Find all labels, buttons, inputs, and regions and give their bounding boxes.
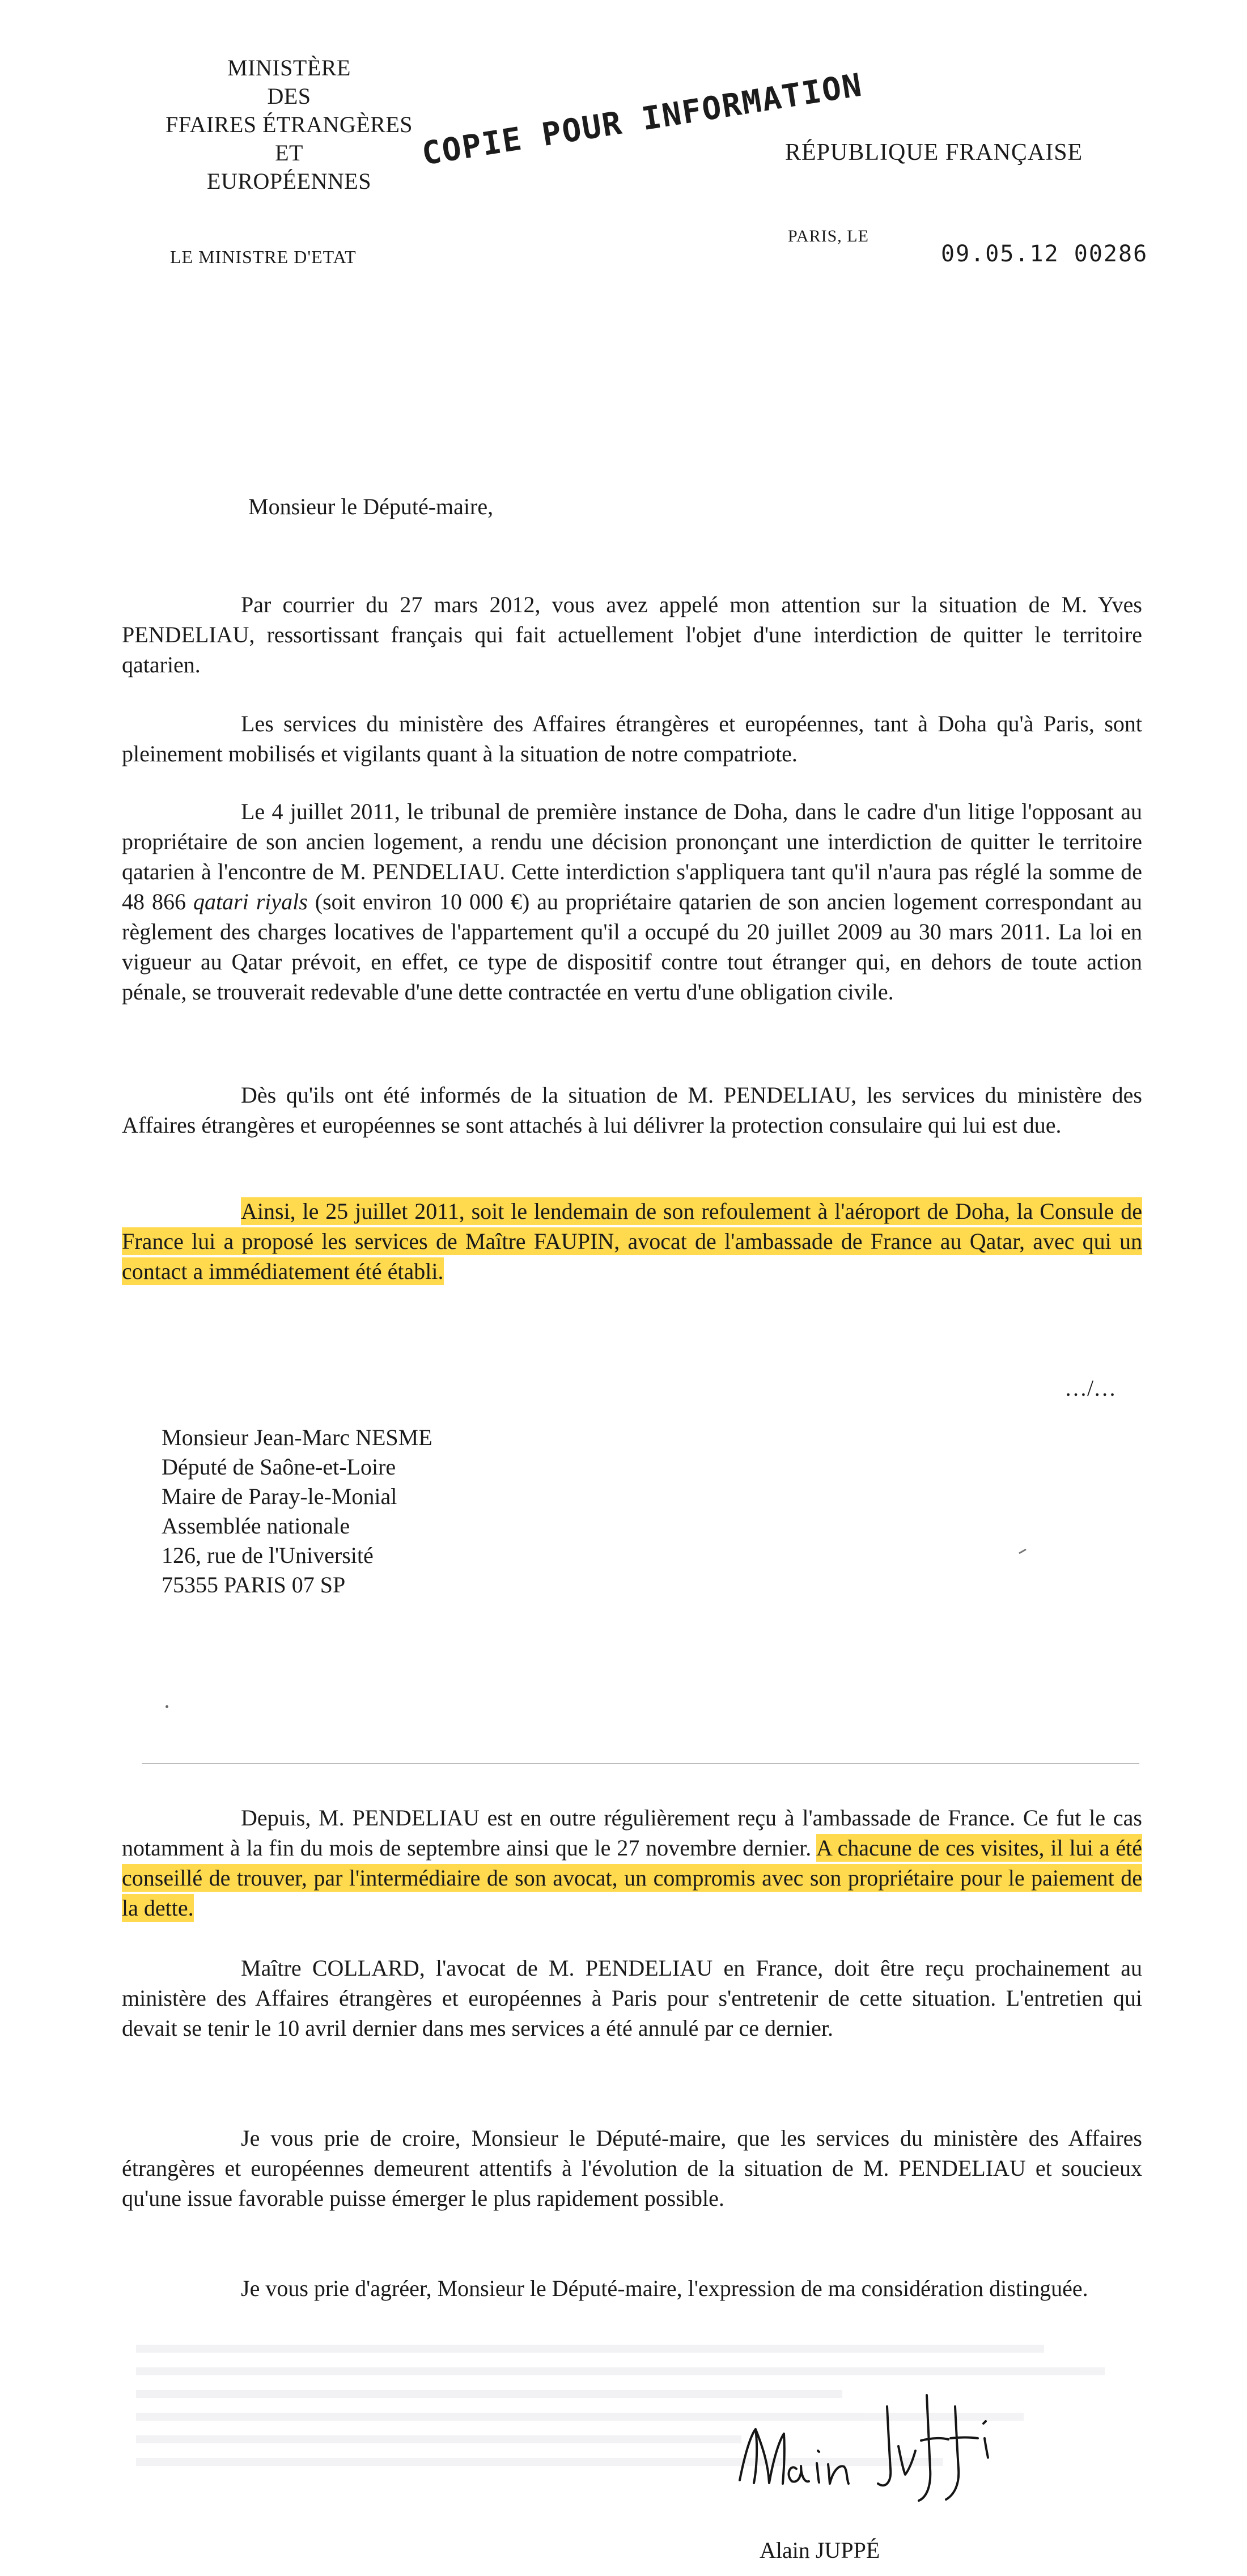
address-line: Assemblée nationale — [162, 1513, 350, 1539]
paragraph-2 — [122, 709, 1142, 769]
paragraph-9 — [122, 2273, 1142, 2303]
address-line: Député de Saône-et-Loire — [162, 1454, 396, 1480]
paragraph-text: Je vous prie de croire, Monsieur le Député-maire, que les services du ministère des Affaires étrangères et européennes demeurent attentifs à l'évolution de la situation de M. PENDELIAU et soucieux qu'une issue favorable puisse émerger le plus rapidement possible. — [122, 2125, 1142, 2211]
paragraph-text: Depuis, M. PENDELIAU est en outre régulièrement reçu à l'ambassade de France. Ce fut le cas notamment à la fin du mois de septembre ainsi que le 27 novembre dernier. — [122, 1805, 1142, 1861]
paragraph-text: (soit environ 10 000 €) au propriétaire qatarien de son ancien logement correspondant au règlement des charges locatives de l'appartement qu'il a occupé du 20 juillet 2009 au 30 mars 2011. La loi en vigueur au Qatar prévoit, en effet, ce type de dispositif contre tout étranger qui, en dehors de toute action pénale, se trouverait redevable d'une dette contractée en vertu d'une obligation civile. — [122, 889, 1142, 1005]
address-line: 75355 PARIS 07 SP — [162, 1572, 346, 1598]
paragraph-text: Les services du ministère des Affaires étrangères et européennes, tant à Doha qu'à Paris, sont pleinement mobilisés et vigilants quant à la situation de notre compatriote. — [122, 711, 1142, 766]
currency-term: qatari riyals — [193, 889, 308, 914]
letterhead-line: FFAIRES ÉTRANGÈRES — [165, 112, 413, 137]
recipient-address — [162, 1423, 432, 1600]
letterhead-line: ET — [275, 140, 303, 166]
continuation-mark: …/… — [1064, 1375, 1117, 1401]
address-line: Monsieur Jean-Marc NESME — [162, 1425, 432, 1450]
handwritten-signature — [728, 2384, 1000, 2514]
address-line: 126, rue de l'Université — [162, 1543, 374, 1568]
paragraph-4 — [122, 1080, 1142, 1140]
paragraph-text: Je vous prie d'agréer, Monsieur le Député-maire, l'expression de ma considération distinguée. — [241, 2276, 1088, 2301]
highlighted-text: A chacune de ces visites, il lui a été conseillé de trouver, par l'intermédiaire de son avocat, un compromis avec son propriétaire pour le paiement de la dette. — [122, 1835, 1143, 1921]
paragraph-8 — [122, 2123, 1142, 2213]
signatory-name: Alain JUPPÉ — [760, 2537, 880, 2563]
minister-title: LE MINISTRE D'ETAT — [170, 247, 357, 267]
paragraph-text: Par courrier du 27 mars 2012, vous avez appelé mon attention sur la situation de M. Yves PENDELIAU, ressortissant français qui fait actuellement l'objet d'une interdiction de quitter le territoire qatarien. — [122, 592, 1142, 677]
salutation: Monsieur le Député-maire, — [248, 494, 494, 519]
date-reference: 09.05.12 00286 — [941, 241, 1148, 267]
stray-dot — [166, 1705, 168, 1708]
republic-heading: RÉPUBLIQUE FRANÇAISE — [785, 139, 1083, 166]
letterhead-line: MINISTÈRE — [227, 55, 351, 80]
paragraph-7 — [122, 1953, 1142, 2043]
letterhead-line: EUROPÉENNES — [207, 168, 371, 194]
address-line: Maire de Paray-le-Monial — [162, 1484, 397, 1509]
highlighted-text: Ainsi, le 25 juillet 2011, soit le lendemain de son refoulement à l'aéroport de Doha, la Consule de France lui a proposé les services de Maître FAUPIN, avocat de l'ambassade de France au Qatar, avec qui un contact a immédiatement été établi. — [122, 1198, 1142, 1284]
stray-mark — [1019, 1549, 1027, 1554]
letterhead-line: DES — [267, 83, 311, 109]
paragraph-text: Dès qu'ils ont été informés de la situation de M. PENDELIAU, les services du ministère des Affaires étrangères et européennes se sont attachés à lui délivrer la protection consulaire qui lui est due. — [122, 1082, 1142, 1138]
paragraph-1 — [122, 590, 1142, 680]
paragraph-6 — [122, 1803, 1142, 1923]
page-divider — [142, 1763, 1139, 1764]
paragraph-5 — [122, 1196, 1142, 1286]
paragraph-text: Le 4 juillet 2011, le tribunal de première instance de Doha, dans le cadre d'un litige l'opposant au propriétaire de son ancien logement, a rendu une décision prononçant une interdiction de quitter le territoire qatarien à l'encontre de M. PENDELIAU. Cette interdiction s'appliquera tant qu'il n'aura pas réglé la somme de 48 866 — [122, 799, 1142, 914]
place-label: PARIS, LE — [788, 227, 869, 245]
copy-stamp: COPIE POUR INFORMATION — [419, 66, 866, 173]
paragraph-text: Maître COLLARD, l'avocat de M. PENDELIAU en France, doit être reçu prochainement au ministère des Affaires étrangères et européennes à Paris pour s'entretenir de cette situation. L'entretien qui devait se tenir le 10 avril dernier dans mes services a été annulé par ce dernier. — [122, 1955, 1142, 2041]
ministry-letterhead — [130, 54, 448, 196]
paragraph-3 — [122, 796, 1142, 1007]
